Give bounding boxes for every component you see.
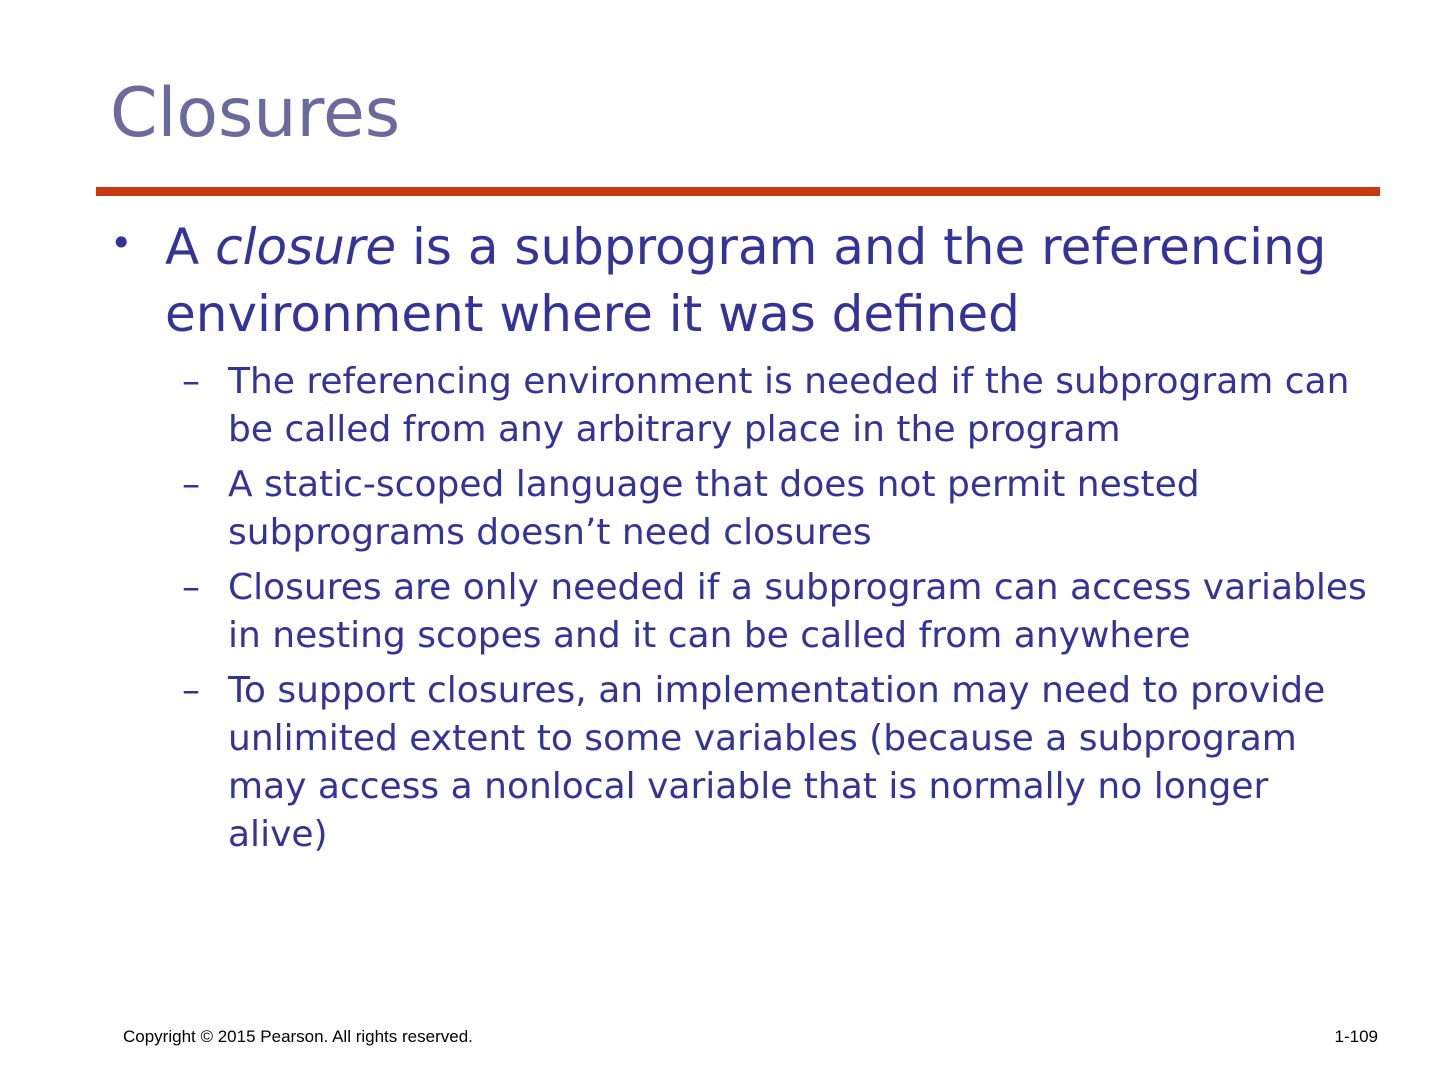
bullet-item <box>110 214 1370 348</box>
title-divider <box>96 187 1380 196</box>
footer-copyright: Copyright © 2015 Pearson. All rights reserved. <box>123 1027 473 1046</box>
sub-bullet-item <box>182 667 1370 859</box>
slide-body <box>110 214 1370 866</box>
sub-bullet-text: Closures are only needed if a subprogram can access variables in nesting scopes and it can be called from anywhere <box>228 567 1367 656</box>
bullet-text-emphasis: closure <box>215 218 397 276</box>
sub-bullet-text: The referencing environment is needed if the subprogram can be called from any arbitrary place in the program <box>228 361 1350 450</box>
sub-bullet-item <box>182 358 1370 454</box>
sub-bullet-item <box>182 564 1370 660</box>
sub-bullet-list <box>110 358 1370 859</box>
bullet-text-prefix: A <box>165 218 216 276</box>
dash-marker: – <box>182 464 200 505</box>
dash-marker: – <box>182 361 200 402</box>
sub-bullet-text: A static-scoped language that does not permit nested subprograms doesn’t need closures <box>228 464 1200 553</box>
dash-marker: – <box>182 567 200 608</box>
footer-page-number: 1-109 <box>1334 1027 1378 1046</box>
dash-marker: – <box>182 670 200 711</box>
sub-bullet-item <box>182 461 1370 557</box>
sub-bullet-text: To support closures, an implementation may need to provide unlimited extent to some variables (because a subprogram may access a nonlocal variable that is normally no longer alive) <box>228 670 1326 855</box>
bullet-marker: • <box>110 221 133 265</box>
bullet-text-suffix: is a subprogram and the referencing environment where it was defined <box>165 218 1327 343</box>
slide-title: Closures <box>110 74 401 153</box>
